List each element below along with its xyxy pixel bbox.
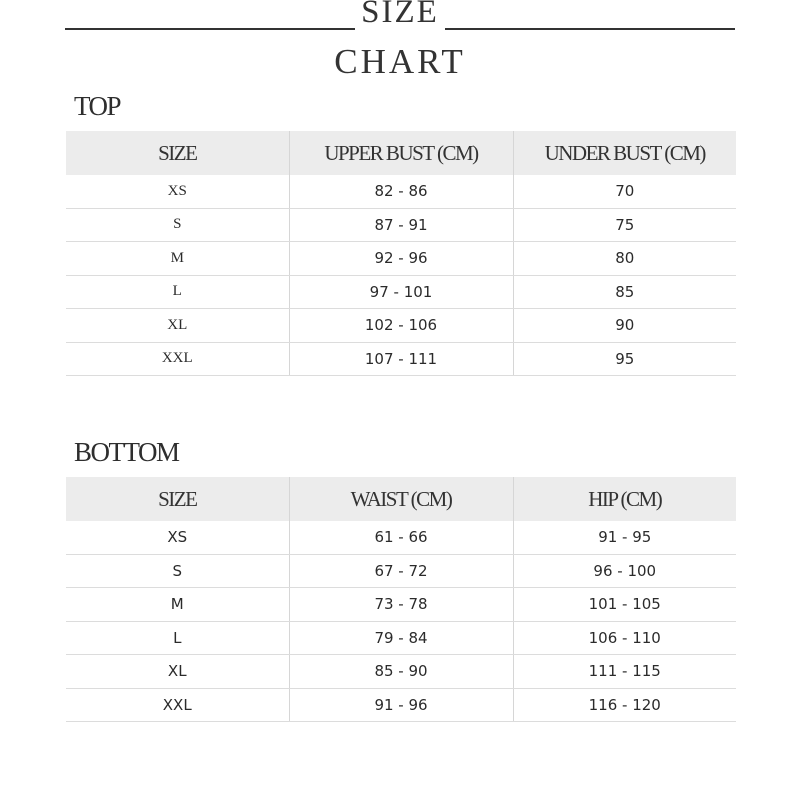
waist-cell: 85 - 90	[289, 655, 513, 689]
upper-bust-cell: 87 - 91	[289, 208, 513, 242]
size-cell: M	[66, 588, 289, 622]
under-bust-cell: 75	[513, 208, 736, 242]
hip-cell: 101 - 105	[513, 588, 736, 622]
bottom-section-title: BOTTOM	[74, 437, 179, 467]
hip-cell: 116 - 120	[513, 688, 736, 722]
table-header-row	[66, 477, 736, 521]
table-row	[66, 588, 736, 622]
size-cell: M	[66, 242, 289, 276]
size-cell: XL	[66, 309, 289, 343]
table-row	[66, 309, 736, 343]
hip-cell: 96 - 100	[513, 554, 736, 588]
column-header: HIP (CM)	[513, 477, 736, 521]
waist-cell: 73 - 78	[289, 588, 513, 622]
top-section-title: TOP	[74, 91, 121, 121]
column-header: UNDER BUST (CM)	[513, 131, 736, 175]
upper-bust-cell: 92 - 96	[289, 242, 513, 276]
under-bust-cell: 85	[513, 275, 736, 309]
table-header-row	[66, 131, 736, 175]
table-row	[66, 275, 736, 309]
waist-cell: 61 - 66	[289, 521, 513, 554]
title-chart: CHART	[334, 42, 466, 81]
bottom-size-table	[66, 477, 736, 722]
title-size: SIZE	[355, 0, 445, 30]
table-row	[66, 521, 736, 554]
under-bust-cell: 90	[513, 309, 736, 343]
size-cell: L	[66, 621, 289, 655]
upper-bust-cell: 82 - 86	[289, 175, 513, 208]
table-row	[66, 175, 736, 208]
table-row	[66, 688, 736, 722]
hip-cell: 91 - 95	[513, 521, 736, 554]
column-header: SIZE	[66, 477, 289, 521]
size-cell: XS	[66, 175, 289, 208]
table-row	[66, 242, 736, 276]
table-row	[66, 554, 736, 588]
under-bust-cell: 70	[513, 175, 736, 208]
column-header: WAIST (CM)	[289, 477, 513, 521]
size-cell: XXL	[66, 342, 289, 376]
waist-cell: 67 - 72	[289, 554, 513, 588]
waist-cell: 91 - 96	[289, 688, 513, 722]
size-cell: S	[66, 554, 289, 588]
size-cell: XL	[66, 655, 289, 689]
size-cell: XXL	[66, 688, 289, 722]
table-row	[66, 342, 736, 376]
table-row	[66, 208, 736, 242]
hip-cell: 111 - 115	[513, 655, 736, 689]
table-row	[66, 621, 736, 655]
table-row	[66, 655, 736, 689]
column-header: SIZE	[66, 131, 289, 175]
under-bust-cell: 95	[513, 342, 736, 376]
size-cell: XS	[66, 521, 289, 554]
column-header: UPPER BUST (CM)	[289, 131, 513, 175]
upper-bust-cell: 102 - 106	[289, 309, 513, 343]
upper-bust-cell: 97 - 101	[289, 275, 513, 309]
size-cell: L	[66, 275, 289, 309]
size-cell: S	[66, 208, 289, 242]
waist-cell: 79 - 84	[289, 621, 513, 655]
under-bust-cell: 80	[513, 242, 736, 276]
upper-bust-cell: 107 - 111	[289, 342, 513, 376]
hip-cell: 106 - 110	[513, 621, 736, 655]
top-size-table	[66, 131, 736, 376]
